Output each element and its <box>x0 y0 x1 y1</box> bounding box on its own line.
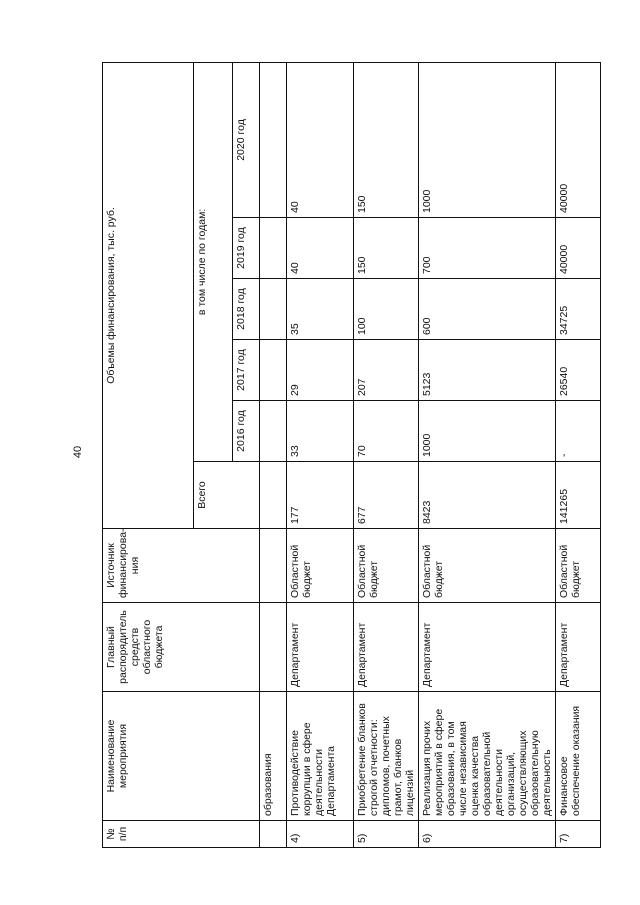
row-source: Областной бюджет <box>287 529 354 603</box>
table-row <box>287 62 354 847</box>
row-2018: 600 <box>419 279 556 340</box>
row-2020: 40000 <box>556 62 601 217</box>
row-2020: 40 <box>287 62 354 217</box>
row-num: 7) <box>556 821 601 848</box>
row-source: Областной бюджет <box>354 529 419 603</box>
rotated-table-container <box>102 63 582 848</box>
row-2018: 35 <box>287 279 354 340</box>
row-manager: Департамент <box>354 603 419 692</box>
row-name: Приобретение бланков строгой отчетности: дипломов, почетных грамот, бланков лицензий <box>354 692 419 821</box>
row-total: 677 <box>354 462 419 529</box>
row-2016: 1000 <box>419 401 556 462</box>
row-2017: 5123 <box>419 340 556 401</box>
row-2017: 26540 <box>556 340 601 401</box>
row-2017: 29 <box>287 340 354 401</box>
header-source: Источник финансирова-ния <box>103 529 260 603</box>
row-name: Финансовое обеспечение оказания <box>556 692 601 821</box>
header-year-2017: 2017 год <box>233 340 260 401</box>
row-num: 4) <box>287 821 354 848</box>
row-source: Областной бюджет <box>419 529 556 603</box>
row-total: 8423 <box>419 462 556 529</box>
row-2018: 100 <box>354 279 419 340</box>
row-2017: 207 <box>354 340 419 401</box>
header-year-2020: 2020 год <box>233 62 260 217</box>
row-2019: 40000 <box>556 218 601 279</box>
table-row <box>354 62 419 847</box>
header-total: Всего <box>194 462 260 529</box>
row-name: Противодействие коррупции в сфере деятельности Департамента <box>287 692 354 821</box>
row-2020: 1000 <box>419 62 556 217</box>
row-2019: 40 <box>287 218 354 279</box>
header-by-years: в том числе по годам: <box>194 62 233 461</box>
row-2019: 150 <box>354 218 419 279</box>
row-manager: Департамент <box>556 603 601 692</box>
header-num: № п/п <box>103 821 260 848</box>
header-volumes: Объемы финансирования, тыс. руб. <box>103 62 194 528</box>
row-2016: - <box>556 401 601 462</box>
section-label: образования <box>260 692 287 821</box>
row-num: 6) <box>419 821 556 848</box>
row-2019: 700 <box>419 218 556 279</box>
table-row <box>419 62 556 847</box>
row-manager: Департамент <box>287 603 354 692</box>
row-2016: 33 <box>287 401 354 462</box>
row-2020: 150 <box>354 62 419 217</box>
row-num: 5) <box>354 821 419 848</box>
row-manager: Департамент <box>419 603 556 692</box>
row-total: 177 <box>287 462 354 529</box>
row-name: Реализация прочих мероприятий в сфере образования, в том числе независимая оценка качества образовательной деятельности организаций, осуществляющих образовательную деятельность <box>419 692 556 821</box>
section-row <box>260 62 287 847</box>
row-source: Областной бюджет <box>556 529 601 603</box>
financing-table <box>102 62 601 848</box>
header-name: Наименование мероприятия <box>103 692 260 821</box>
row-total: 141265 <box>556 462 601 529</box>
row-2016: 70 <box>354 401 419 462</box>
table-row <box>556 62 601 847</box>
header-manager: Главный распорядитель средств областного бюджета <box>103 603 260 692</box>
header-year-2018: 2018 год <box>233 279 260 340</box>
header-year-2019: 2019 год <box>233 218 260 279</box>
header-year-2016: 2016 год <box>233 401 260 462</box>
row-2018: 34725 <box>556 279 601 340</box>
page-number: 40 <box>72 445 84 459</box>
